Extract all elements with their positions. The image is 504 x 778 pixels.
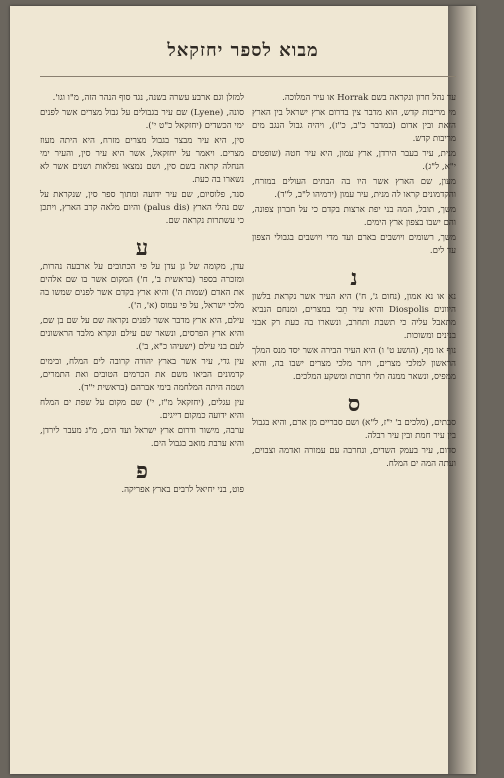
- entry: פוט, בני יחיאל לרבים בארץ אפריקה.: [121, 485, 244, 495]
- section-letter-ayin: ע: [135, 235, 149, 261]
- entry: למזלן וגם ארבע עשרה בשנה, נגד סוף הנהר הזה, מ"ו וגו'.: [52, 93, 244, 103]
- entry: מעון, שם הארץ אשר היו בה הבתים העולים במזרח, והקדמונים קראו לה מנית, עיר עמון (ירמיהו ל"ב, ל"ד).: [252, 177, 456, 200]
- left-column: [40, 92, 244, 499]
- entry: עד נהל חרון ונקראה בשם Horrak או עיר המלוכה.: [282, 93, 456, 103]
- entry: משך, רשומים ויושבים בארם ועד מדי ויושבים בגבולי הצפון עד לים.: [252, 233, 456, 256]
- entry: עין גדי, עיר אשר בארץ יהודה קרובה לים המלח, ובימים קדמונים הביאו משם את הכרמים הטובים ואת התמרים, ושמה היתה המלחמה בימי אברהם (בראשית י"ד).: [40, 357, 244, 393]
- section-letter-nun: נ: [350, 265, 358, 291]
- running-head: מבוא לספר יחזקאל: [167, 40, 319, 61]
- entry: נא או נא אמון, (נחום ג', ח') היא העיר אשר נקראת בלשון היוונים Diospolis והיא עיר תֵבי במצרים, ומנחם הנביא מתאבל עליה כי תשבת ותחרב, ונשארו בה כעת רק אבני בנינים ומשוכות.: [252, 292, 456, 341]
- entry: עדן, מקומה של גן עדן על פי הכתובים על ארבעה נהרות, ומזכרה בספר (בראשית ב', ח') המקום אשר בו שם אלהים את האדם (שמות ה') והיא ארץ בקדם אשר לפנים שמשו בה מלכי ישראל, על פי עמוס (א', ה').: [40, 262, 244, 311]
- entry: נוף או מף, (הושע ט' ו) היא העיר הבירה אשר יסד מנס המלך הראשון למלכי מצרים, ויתר מלכי מצרים ישבו בה, והיא ממפיס, ונשאר ממנה תלי חרבות ומשקע המלכים.: [252, 346, 456, 382]
- entry: סין, היא עיר מבצר בגבול מצרים מזרח, היא היתה מעוז מצרים. ויאמר על יחזקאל, אשר היא עיר סין, והעיר ימי הנחלה קראה בשם סין, ושם נמצאו נפלאות ושנים אשר לא נשארו בה כעת.: [40, 136, 244, 185]
- entry: מי מריבות קדש, הוא מדבר צין בדרום ארץ ישראל בין הארץ הזאת ובין אדום (במדבר כ"ב, כ"ז), ויהיה גבול הנגב מים מריבות קדש.: [252, 108, 456, 144]
- entry: סדום, עיר בעמק השדים, ונחרבה עם עמורה ואדמה וצבוים, ועתה המה ים המלח.: [252, 446, 456, 469]
- section-letter-samekh: ס: [347, 391, 361, 417]
- entry: עילם, היא ארץ מדבר אשר לפנים נקראה שם על שם בן שם, והיא ארץ הפרסים, ונשאר שם עילם ונקרא מלבד הראשונים לעם בני עילם (ישעיהו כ"א, ב').: [40, 316, 244, 352]
- entry: סונה, (Lyene) שם עיר בגבולים על גבול מצרים אשר לפנים ימי הכשדים (יחזקאל כ"ט י').: [40, 108, 244, 131]
- right-column: [252, 92, 456, 473]
- entry: ערבה, מישור ודרום ארץ ישראל ועד הים, מ"ג מעבר לירדן, והיא ערבת מואב בגבול הים.: [40, 426, 244, 449]
- entry: מנית, עיר בעבר הירדן, ארץ עמון, היא עיר חטה (שופטים י"א, ל"ג).: [252, 149, 456, 172]
- entry: סנד, פלוסיום, שם עיר ידועה ומתוך ספר סין, שנקראת על שם נהלי הארץ (palus dis) והיום מלאה קרב הארץ, ויתכן כי עשתרות נקראה שם.: [40, 190, 244, 226]
- entry: משך, תובל, המה בני יפת ארצות בקדם כי על חברון צפונה, והם ישבו בצפון ארץ הימים.: [252, 205, 456, 228]
- book-page: [10, 6, 476, 774]
- section-letter-pe: פ: [136, 458, 148, 484]
- header-rule: [40, 76, 456, 77]
- entry: סבתים, (מלכים ב' י"ז, ל"א) ושם סבריים מן ארם, והיא בגבול בין עיר חמת ובין עיר רבלה.: [252, 418, 456, 441]
- entry: עין עגלים, (יחזקאל מ"ז, י') שם מקום על שפת ים המלח והיא ידועה כמקום דייגים.: [40, 398, 244, 421]
